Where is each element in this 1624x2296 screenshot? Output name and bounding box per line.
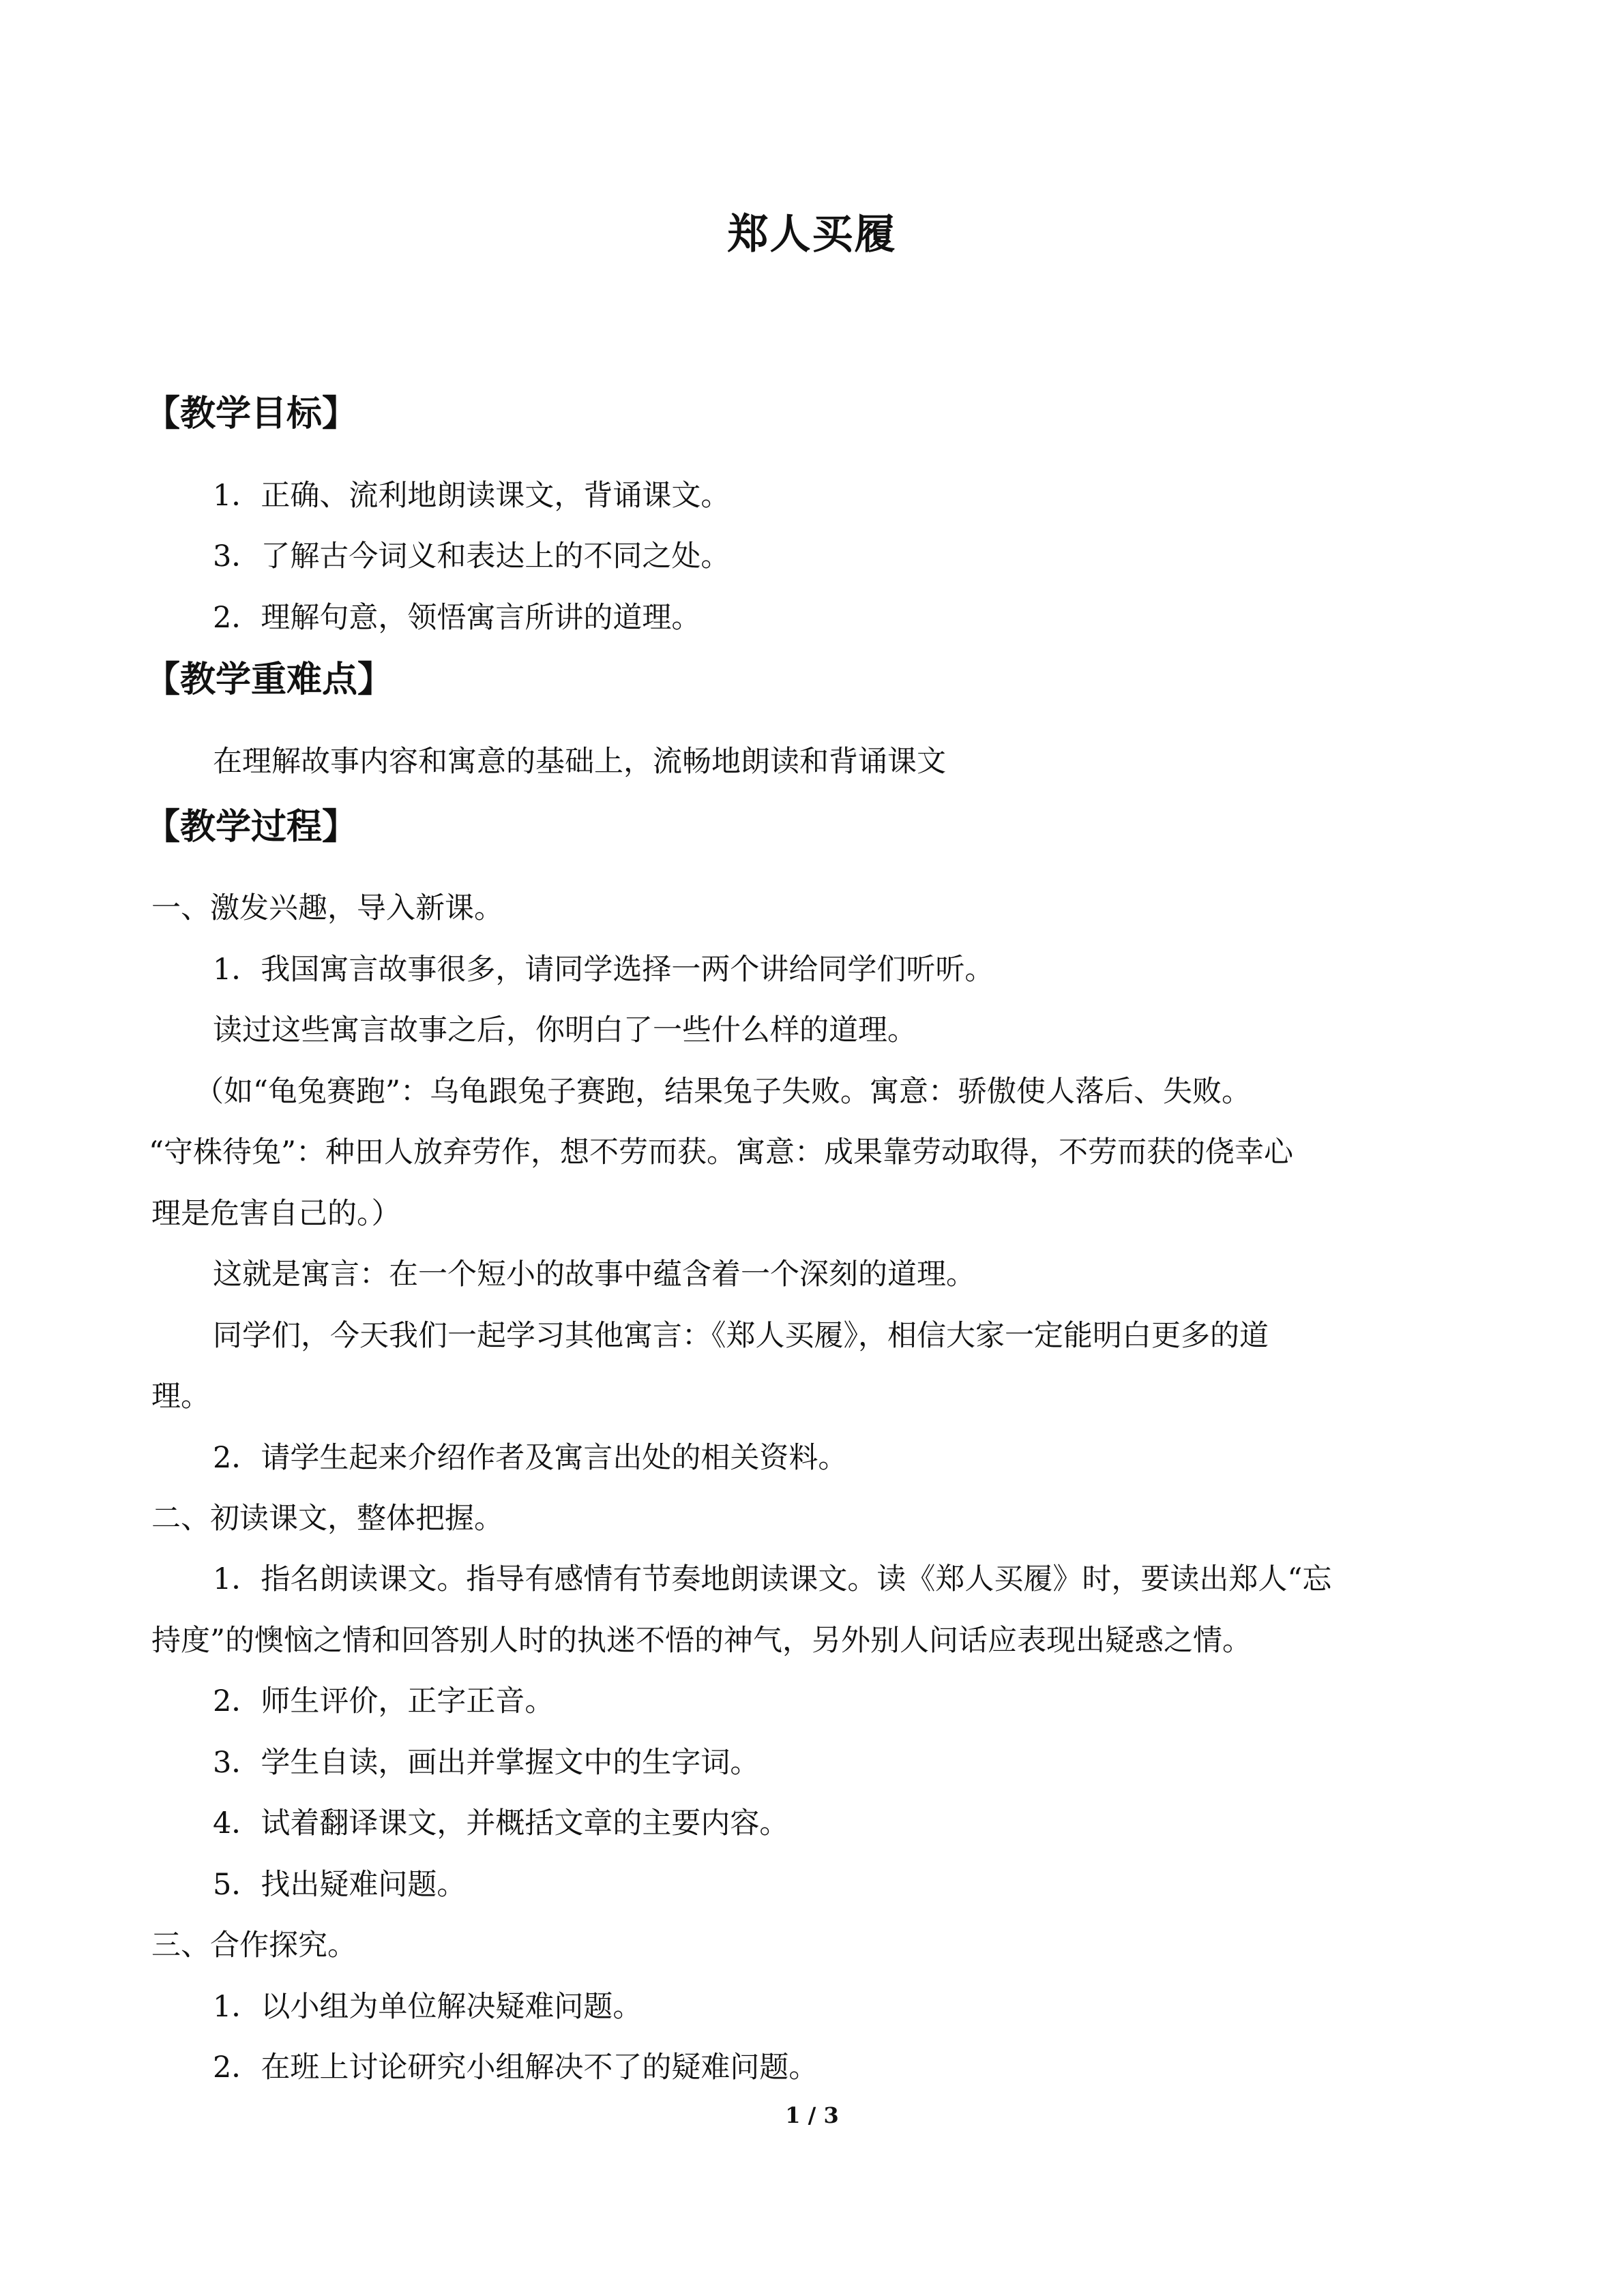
section-heading-key-points: 【教学重难点】 (145, 659, 394, 700)
process-line: 同学们，今天我们一起学习其他寓言：《郑人买履》，相信大家一定能明白更多的道 (213, 1319, 1269, 1353)
section-heading-goals: 【教学目标】 (145, 393, 358, 434)
process-line: 1．我国寓言故事很多，请同学选择一两个讲给同学们听听。 (213, 953, 994, 987)
process-line: 4．试着翻译课文，并概括文章的主要内容。 (213, 1806, 789, 1840)
process-line: 这就是寓言：在一个短小的故事中蕴含着一个深刻的道理。 (213, 1257, 975, 1292)
process-line: 2．请学生起来介绍作者及寓言出处的相关资料。 (213, 1441, 848, 1475)
process-line: “守株待兔”：种田人放弃劳作，想不劳而获。寓意：成果靠劳动取得，不劳而获的侥幸心 (149, 1135, 1293, 1169)
process-line: 1．以小组为单位解决疑难问题。 (213, 1990, 643, 2024)
process-line: 读过这些寓言故事之后，你明白了一些什么样的道理。 (213, 1013, 917, 1047)
goal-item-1: 1．正确、流利地朗读课文，背诵课文。 (213, 479, 730, 513)
process-line: 2．在班上讨论研究小组解决不了的疑难问题。 (213, 2051, 818, 2085)
process-line: 三、合作探究。 (151, 1928, 357, 1963)
process-line: 1．指名朗读课文。指导有感情有节奏地朗读课文。读《郑人买履》时，要读出郑人“忘 (213, 1562, 1332, 1596)
page-number: 1 / 3 (785, 2102, 839, 2128)
process-line: （如“龟兔赛跑”：乌龟跟兔子赛跑，结果兔子失败。寓意：骄傲使人落后、失败。 (194, 1075, 1251, 1109)
process-line: 3．学生自读，画出并掌握文中的生字词。 (213, 1746, 760, 1780)
process-line: 理是危害自己的。） (151, 1197, 401, 1231)
goal-item-2: 3．了解古今词义和表达上的不同之处。 (213, 539, 730, 573)
section-heading-process: 【教学过程】 (145, 807, 358, 848)
process-line: 5．找出疑难问题。 (213, 1868, 467, 1902)
process-line: 2．师生评价，正字正音。 (213, 1684, 555, 1718)
process-line: 一、激发兴趣，导入新课。 (151, 891, 503, 925)
process-line: 二、初读课文，整体把握。 (151, 1502, 503, 1536)
key-points-text: 在理解故事内容和寓意的基础上，流畅地朗读和背诵课文 (213, 745, 946, 779)
document-title: 郑人买履 (727, 211, 897, 258)
process-line: 持度”的懊恼之情和回答别人时的执迷不悟的神气，另外别人问话应表现出疑惑之情。 (151, 1624, 1252, 1658)
process-line: 理。 (151, 1380, 210, 1414)
goal-item-3: 2．理解句意，领悟寓言所讲的道理。 (213, 601, 701, 635)
